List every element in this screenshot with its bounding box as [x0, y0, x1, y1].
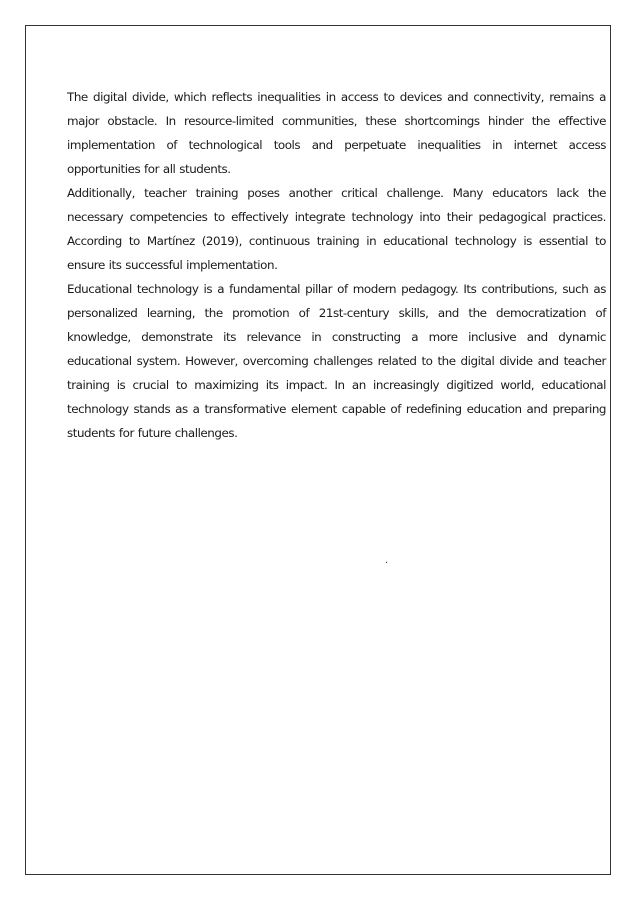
paragraph-teacher-training: Additionally, teacher training poses another critical challenge. Many educators lack the necessary competencies to effectively integrate technology into their pedagogical practices. According to Martínez (2019), continuous training in educational technology is essential to ensure its successful implementation.	[67, 186, 606, 272]
document-body	[67, 85, 606, 445]
paragraph-conclusion: Educational technology is a fundamental pillar of modern pedagogy. Its contributions, such as personalized learning, the promotion of 21st-century skills, and the democratization of knowledge, demonstrate its relevance in constructing a more inclusive and dynamic educational system. However, overcoming challenges related to the digital divide and teacher training is crucial to maximizing its impact. In an increasingly digitized world, educational technology stands as a transformative element capable of redefining education and preparing students for future challenges.	[67, 282, 606, 440]
stray-dot-mark: .	[385, 555, 389, 566]
paragraph-digital-divide: The digital divide, which reflects inequalities in access to devices and connectivity, remains a major obstacle. In resource-limited communities, these shortcomings hinder the effective implementation of technological tools and perpetuate inequalities in internet access opportunities for all students.	[67, 90, 606, 176]
